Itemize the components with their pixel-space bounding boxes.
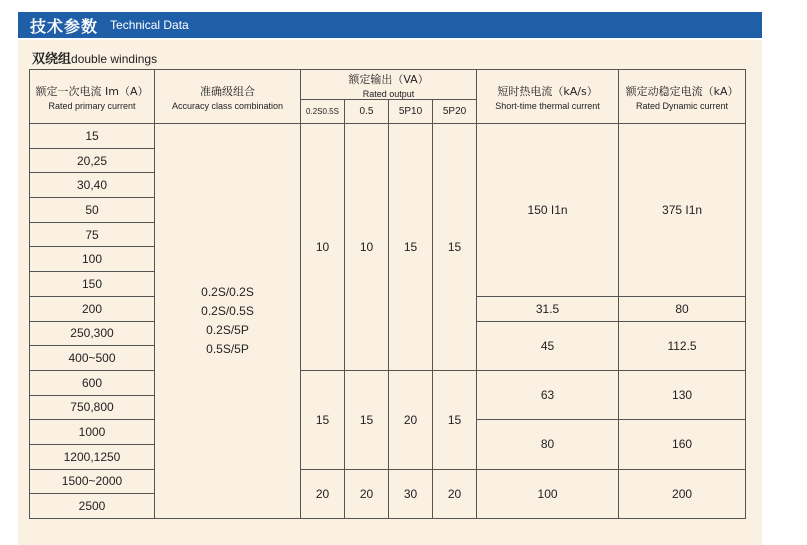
accuracy-item: 0.2S/0.5S — [201, 304, 254, 318]
current-cell: 1500~2000 — [30, 469, 155, 494]
thermal-cell: 100 — [477, 469, 619, 518]
output-cell: 15 — [433, 124, 477, 371]
accuracy-item: 0.2S/0.2S — [201, 285, 254, 299]
header-accuracy: 准确级组合 Accuracy class combination — [155, 70, 301, 124]
output-cell: 15 — [389, 124, 433, 371]
thermal-cell: 31.5 — [477, 296, 619, 321]
technical-data-table — [29, 69, 746, 519]
accuracy-item: 0.2S/5P — [206, 323, 249, 337]
current-cell: 200 — [30, 296, 155, 321]
output-cell: 15 — [345, 370, 389, 469]
current-cell: 1000 — [30, 420, 155, 445]
current-cell: 600 — [30, 370, 155, 395]
accuracy-item: 0.5S/5P — [206, 342, 249, 356]
current-cell: 15 — [30, 124, 155, 149]
dynamic-cell: 112.5 — [619, 321, 746, 370]
dynamic-cell: 200 — [619, 469, 746, 518]
section-banner — [18, 12, 762, 38]
current-cell: 750,800 — [30, 395, 155, 420]
accuracy-cell — [155, 124, 301, 519]
header-thermal: 短时热电流（kA/s） Short-time thermal current — [477, 70, 619, 124]
dynamic-cell: 130 — [619, 370, 746, 419]
output-cell: 20 — [345, 469, 389, 518]
output-cell: 20 — [389, 370, 433, 469]
subtitle-en: double windings — [71, 52, 158, 66]
output-cell: 30 — [389, 469, 433, 518]
thermal-cell: 80 — [477, 420, 619, 469]
current-cell: 20,25 — [30, 148, 155, 173]
thermal-cell: 63 — [477, 370, 619, 419]
output-cell: 15 — [301, 370, 345, 469]
banner-title-en: Technical Data — [110, 18, 189, 32]
thermal-cell: 45 — [477, 321, 619, 370]
dynamic-cell: 375 I1n — [619, 124, 746, 297]
table-subtitle — [32, 48, 157, 67]
output-cell: 20 — [433, 469, 477, 518]
current-cell: 75 — [30, 222, 155, 247]
output-sub-0: 0.2S0.5S — [301, 100, 345, 124]
header-rated-output: 额定输出（VA） Rated output — [301, 70, 477, 100]
header-dynamic: 额定动稳定电流（kA） Rated Dynamic current — [619, 70, 746, 124]
current-cell: 50 — [30, 198, 155, 223]
current-cell: 250,300 — [30, 321, 155, 346]
header-primary-current: 额定一次电流 Im（A） Rated primary current — [30, 70, 155, 124]
dynamic-cell: 160 — [619, 420, 746, 469]
current-cell: 100 — [30, 247, 155, 272]
subtitle-cn: 双绕组 — [32, 52, 72, 67]
output-sub-2: 5P10 — [389, 100, 433, 124]
output-sub-3: 5P20 — [433, 100, 477, 124]
current-cell: 1200,1250 — [30, 444, 155, 469]
thermal-cell: 150 I1n — [477, 124, 619, 297]
current-cell: 400~500 — [30, 346, 155, 371]
output-cell: 20 — [301, 469, 345, 518]
dynamic-cell: 80 — [619, 296, 746, 321]
output-cell: 10 — [345, 124, 389, 371]
current-cell: 150 — [30, 272, 155, 297]
current-cell: 2500 — [30, 494, 155, 519]
current-cell: 30,40 — [30, 173, 155, 198]
output-sub-1: 0.5 — [345, 100, 389, 124]
output-cell: 10 — [301, 124, 345, 371]
banner-title-cn: 技术参数 — [30, 16, 99, 36]
output-cell: 15 — [433, 370, 477, 469]
